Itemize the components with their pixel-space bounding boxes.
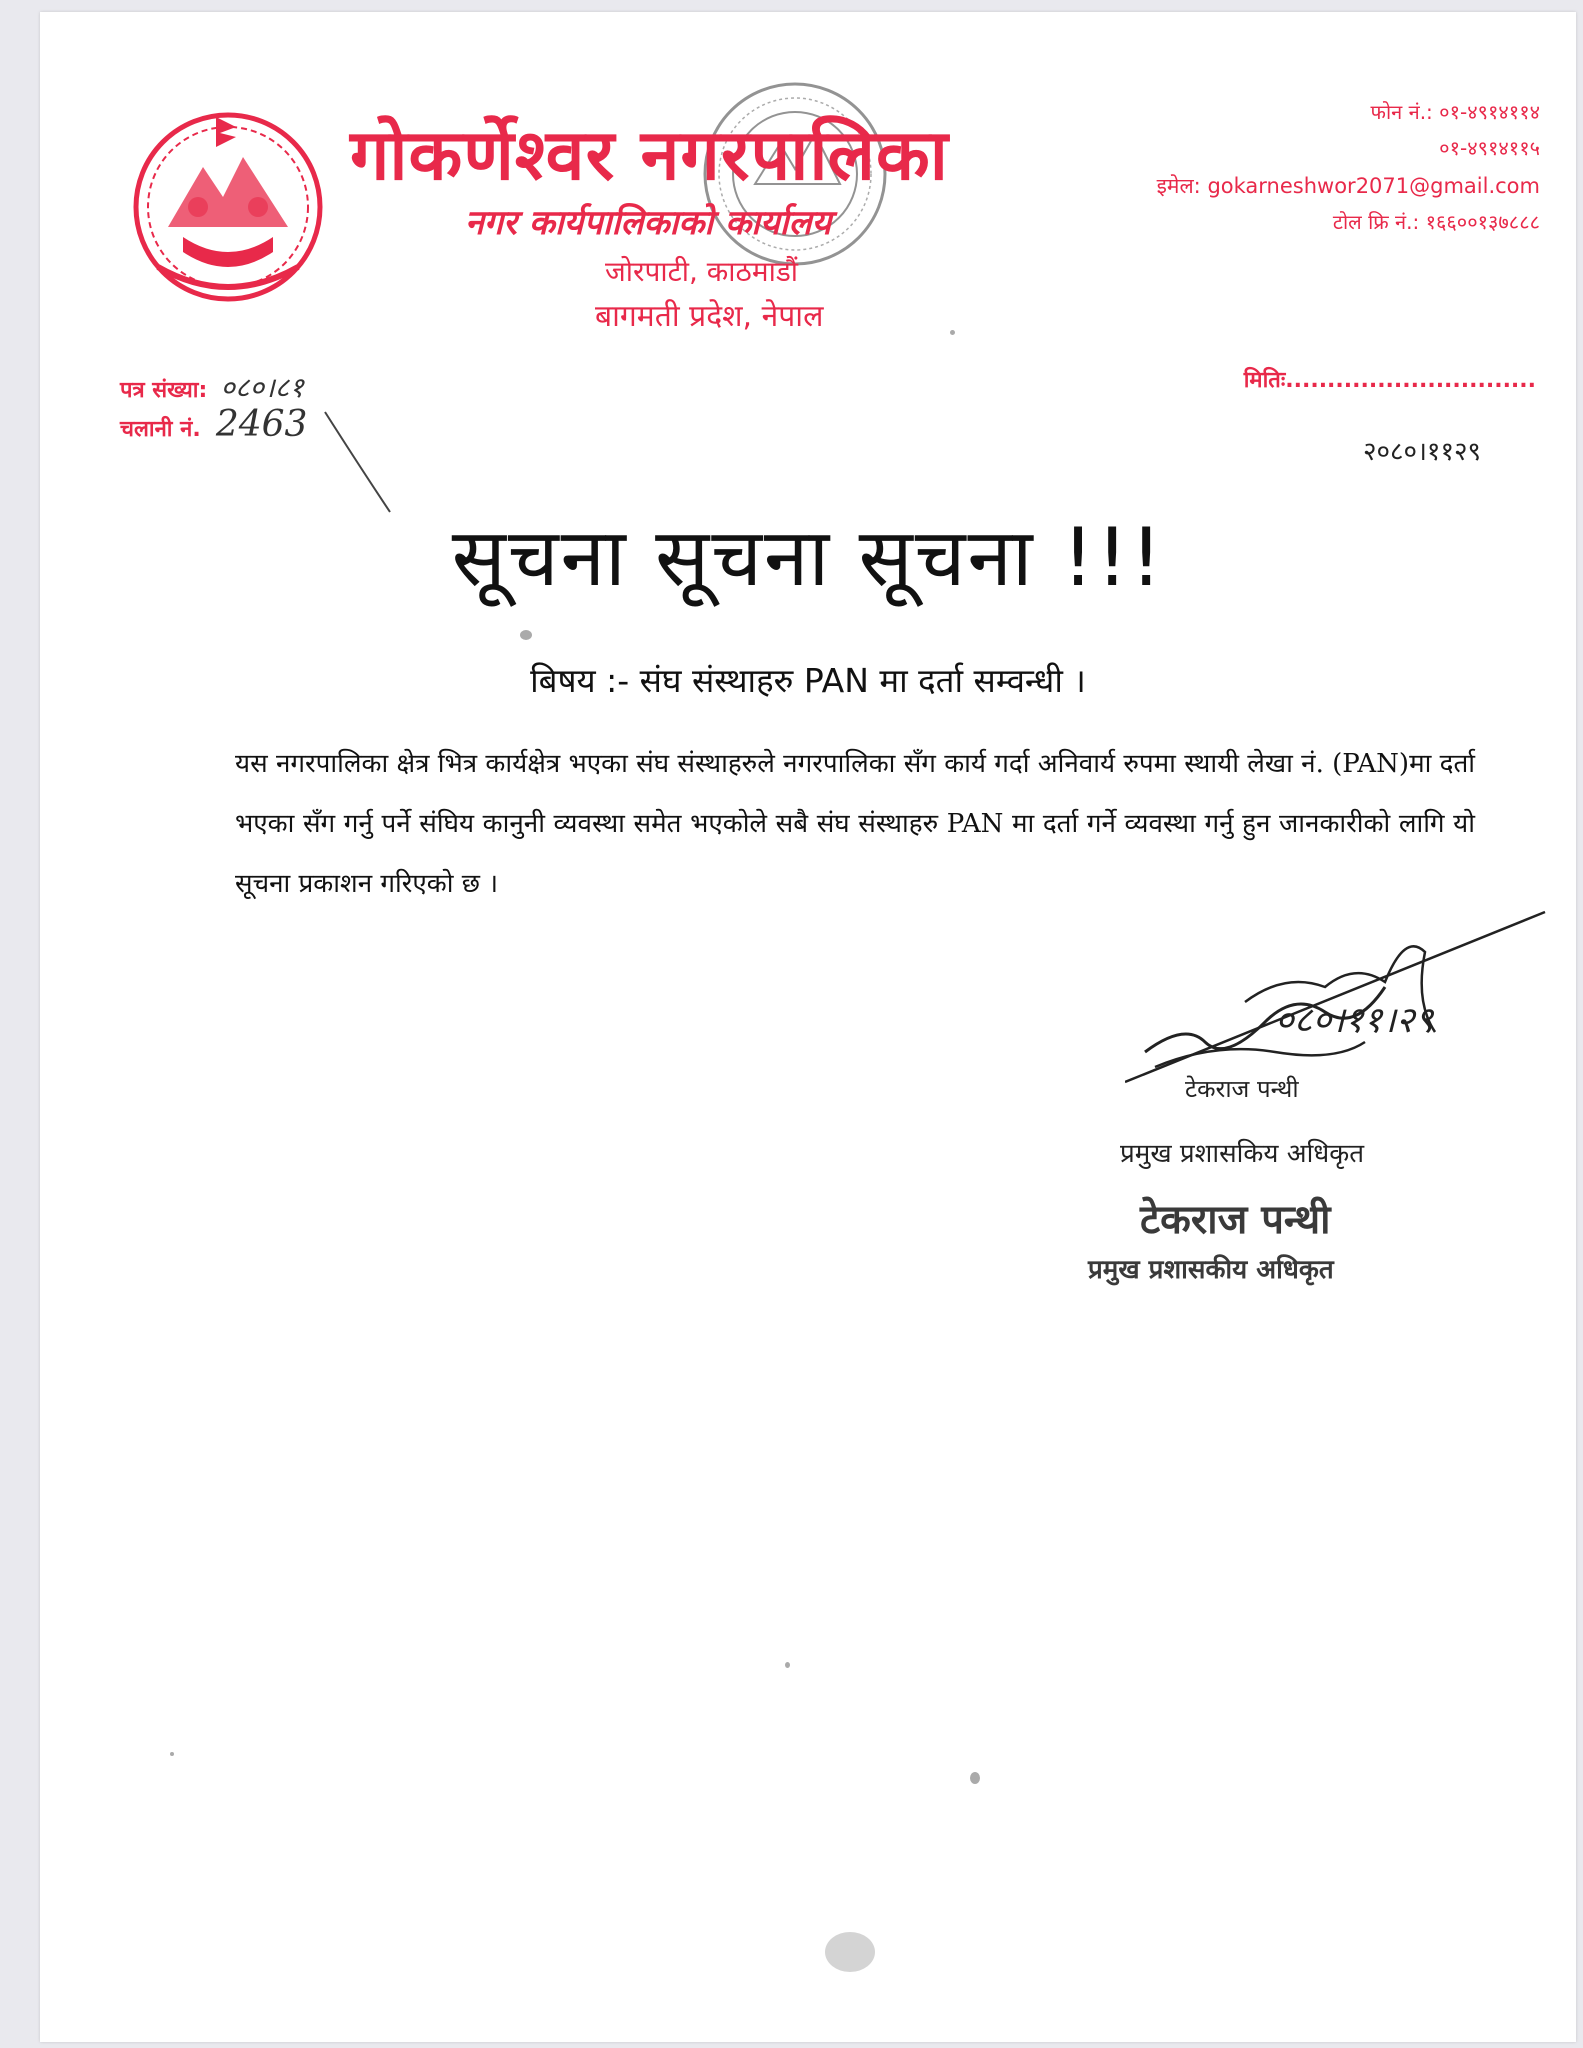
address-line-2: बागमती प्रदेश, नेपाल: [595, 299, 824, 334]
svg-text:०८०।११।२९: ०८०।११।२९: [1275, 1000, 1434, 1041]
phone-1: [1371, 98, 1540, 125]
date-value: २०८०।११२९: [1362, 437, 1481, 467]
letter-number-value: ०८०।८१: [220, 371, 304, 404]
handwritten-signature-icon: [1125, 892, 1555, 1092]
dispatch-number-value: 2463: [215, 404, 308, 445]
letter-number-line: [120, 368, 304, 406]
notice-body: यस नगरपालिका क्षेत्र भित्र कार्यक्षेत्र भएका संघ संस्थाहरुले नगरपालिका सँग कार्य गर्दा अनिवार्य रुपमा स्थायी लेखा नं. (PAN)मा दर्ता भएका सँग गर्नु पर्ने संघिय कानुनी व्यवस्था समेत भएकोले सबै संघ संस्थाहरु PAN मा दर्ता गर्ने व्यवस्था गर्नु हुन जानकारीको लागि यो सूचना प्रकाशन गरिएको छ ।: [235, 749, 1475, 899]
notice-title: सूचना सूचना सूचना !!!: [451, 511, 1165, 604]
scan-speck: [785, 1662, 790, 1668]
phone-label: फोन नं.:: [1370, 100, 1433, 124]
address-line-1: जोरपाटी, काठमाडौं: [605, 255, 799, 288]
organization-name: गोकर्णेश्वर नगरपालिका: [350, 114, 949, 196]
letter-number-label: पत्र संख्या:: [120, 378, 208, 403]
scan-speck: [825, 1932, 875, 1972]
signatory-title: प्रमुख प्रशासकिय अधिकृत: [1120, 1139, 1365, 1169]
toll-free-number: १६६००१३७८८८: [1425, 210, 1540, 234]
nepal-emblem-icon: [128, 107, 328, 307]
scan-speck: [950, 330, 955, 335]
letter-page: [40, 12, 1576, 2042]
phone-number-1: ०१-४९१४११४: [1439, 100, 1540, 124]
date-label: मितिः..............................: [1243, 368, 1536, 393]
toll-free-line: [1333, 208, 1540, 235]
email-address: gokarneshwor2071@gmail.com: [1207, 174, 1540, 198]
signatory-name: टेकराज पन्थी: [1185, 1075, 1299, 1103]
stamp-name: टेकराज पन्थी: [1140, 1197, 1331, 1243]
dispatch-number-label: चलानी नं.: [120, 417, 201, 442]
phone-number-2: ०१-४९१४११५: [1439, 136, 1540, 160]
stamp-title: प्रमुख प्रशासकीय अधिकृत: [1088, 1255, 1334, 1285]
dispatch-number-line: [120, 404, 307, 445]
scan-speck: [970, 1772, 980, 1784]
scan-speck: [520, 630, 532, 640]
office-name: नगर कार्यपालिकाको कार्यालय: [465, 203, 832, 243]
toll-free-label: टोल फ्रि नं.:: [1332, 210, 1420, 234]
email-label: इमेल:: [1156, 174, 1201, 198]
scan-speck: [170, 1752, 174, 1756]
email-line: [1157, 172, 1540, 200]
notice-subject: बिषय :- संघ संस्थाहरु PAN मा दर्ता सम्वन्धी ।: [530, 661, 1086, 700]
